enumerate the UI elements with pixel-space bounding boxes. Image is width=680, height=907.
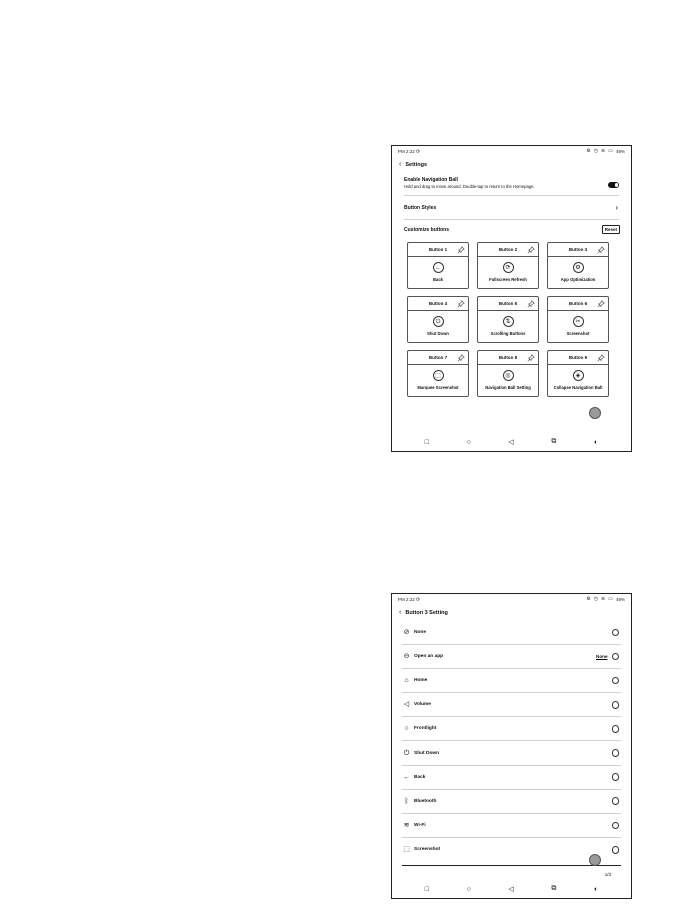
option-home[interactable] — [402, 669, 621, 693]
button-card-2[interactable] — [477, 242, 539, 289]
marquee-screenshot-icon: ⬚ — [433, 370, 444, 381]
navigation-ball-setting-icon: ◎ — [503, 370, 514, 381]
pin-icon[interactable] — [597, 246, 605, 254]
wifi-icon: ≋ — [403, 821, 410, 829]
button-card-label: Back — [432, 277, 443, 282]
app-optimization-icon: ⚙ — [573, 262, 584, 273]
chevron-right-icon: › — [615, 203, 618, 212]
button-card-label: Fullscreen Refresh — [489, 277, 527, 282]
sync-icon: ⟳ — [416, 148, 421, 155]
buttons-grid — [392, 238, 631, 397]
power-icon: ⏻ — [403, 749, 410, 757]
button-card-4[interactable] — [407, 296, 469, 343]
back-icon[interactable]: ◁ — [508, 886, 514, 893]
radio-button[interactable] — [612, 773, 620, 781]
button-card-label: App Optimization — [560, 277, 596, 282]
option-label: None — [414, 630, 426, 636]
button-card-name: Button 6 — [568, 301, 588, 306]
radio-button[interactable] — [612, 749, 620, 757]
settings-status-icon: ⚙ — [586, 148, 591, 154]
battery-icon: ▭ — [608, 148, 613, 154]
pin-icon[interactable] — [527, 300, 535, 308]
wifi-icon: ≋ — [601, 596, 606, 602]
customize-buttons-label: Customize buttons — [404, 226, 449, 233]
option-back[interactable] — [402, 766, 621, 790]
option-label: Home — [414, 678, 428, 684]
home-icon[interactable]: ○ — [466, 885, 471, 893]
back-chevron-icon[interactable]: ‹ — [399, 609, 402, 616]
option-none[interactable] — [402, 621, 621, 645]
screenshot-icon: ⬚ — [403, 846, 410, 854]
system-navbar — [392, 880, 631, 898]
radio-button[interactable] — [612, 629, 620, 637]
customize-buttons-header — [392, 221, 631, 238]
wifi-icon: ≋ — [601, 148, 606, 154]
navigation-ball[interactable] — [589, 854, 601, 866]
button-card-3[interactable] — [547, 242, 609, 289]
button-styles-row[interactable] — [392, 196, 631, 219]
option-label: Open an app — [414, 654, 444, 660]
enable-ball-description: Hold and drag to move around. Double-tap to return to the Homepage. — [404, 184, 535, 189]
header — [392, 157, 631, 172]
battery-percent: 49% — [615, 597, 625, 602]
radio-button[interactable] — [612, 822, 620, 830]
button-card-1[interactable] — [407, 242, 469, 289]
button-card-name: Button 3 — [568, 247, 588, 252]
option-label: Volume — [414, 702, 431, 708]
radio-button[interactable] — [612, 677, 620, 685]
open-app-icon: ⊝ — [403, 653, 410, 661]
enable-ball-toggle[interactable] — [608, 182, 619, 188]
volume-icon: ◁ — [403, 701, 410, 709]
button-card-label: Navigation Ball Setting — [485, 385, 531, 390]
battery-icon: ▭ — [608, 596, 613, 602]
button-card-name: Button 1 — [428, 247, 448, 252]
options-list — [392, 621, 631, 862]
page-title: Settings — [405, 161, 428, 168]
frontlight-icon: ○ — [404, 725, 409, 733]
multitask-icon[interactable]: ⧉ — [551, 438, 557, 445]
button-card-name: Button 9 — [568, 355, 588, 360]
recents-icon[interactable]: □ — [424, 438, 430, 446]
button-card-label: Marquee Screenshot — [417, 385, 459, 390]
scroll-icon: ⇅ — [503, 316, 514, 327]
status-time: PM 2:22 — [398, 596, 415, 602]
recents-icon[interactable]: □ — [424, 885, 430, 893]
option-open-app[interactable] — [402, 645, 621, 669]
refresh-mode-icon[interactable]: ◐ — [593, 885, 599, 893]
bluetooth-icon: ᛒ — [404, 797, 409, 805]
page-title: Button 3 Setting — [405, 609, 448, 616]
option-label: Frontlight — [414, 726, 437, 732]
option-wifi[interactable] — [402, 814, 621, 838]
power-icon: ⏻ — [433, 316, 444, 327]
radio-button[interactable] — [612, 846, 620, 854]
status-bar — [392, 146, 631, 157]
button-card-9[interactable] — [547, 350, 609, 397]
button-card-8[interactable] — [477, 350, 539, 397]
option-bluetooth[interactable] — [402, 790, 621, 814]
button-card-label: Screenshot — [566, 331, 590, 336]
pin-icon[interactable] — [597, 300, 605, 308]
button-card-name: Button 7 — [428, 355, 448, 360]
enable-navigation-ball-row[interactable] — [392, 172, 631, 195]
pin-icon[interactable] — [527, 354, 535, 362]
option-label: Shut Down — [414, 750, 440, 756]
pin-icon[interactable] — [457, 300, 465, 308]
reset-button[interactable]: Reset — [602, 225, 620, 234]
pin-icon[interactable] — [597, 354, 605, 362]
button-card-label: Shut Down — [427, 331, 449, 336]
button-card-name: Button 4 — [428, 301, 448, 306]
back-icon: ← — [433, 262, 444, 273]
radio-button[interactable] — [612, 797, 620, 805]
button-card-label: Collapse Navigation Ball — [553, 385, 603, 390]
divider — [404, 219, 619, 220]
back-icon[interactable]: ◁ — [508, 439, 514, 446]
option-label: Screenshot — [414, 847, 441, 853]
back-arrow-icon: ← — [403, 773, 410, 781]
option-label: Back — [414, 774, 426, 780]
clock-status-icon: ◷ — [593, 596, 599, 602]
pin-icon[interactable] — [457, 354, 465, 362]
button-card-7[interactable] — [407, 350, 469, 397]
button-card-6[interactable] — [547, 296, 609, 343]
option-shut-down[interactable] — [402, 741, 621, 765]
divider — [402, 865, 621, 866]
option-volume[interactable] — [402, 693, 621, 717]
option-frontlight[interactable] — [402, 717, 621, 741]
enable-ball-title: Enable Navigation Ball — [404, 177, 458, 183]
selected-app-link[interactable]: None — [596, 654, 608, 660]
radio-button[interactable] — [612, 701, 620, 709]
radio-button[interactable] — [612, 725, 620, 733]
collapse-icon: ◈ — [573, 370, 584, 381]
button-styles-label: Button Styles — [404, 204, 437, 211]
button-card-name: Button 5 — [498, 301, 518, 306]
system-navbar — [392, 433, 631, 451]
status-time: PM 2:22 — [398, 148, 415, 154]
battery-percent: 49% — [615, 149, 625, 154]
sync-icon: ⟳ — [416, 596, 421, 603]
option-label: Bluetooth — [414, 798, 437, 804]
status-bar — [392, 594, 631, 605]
screenshot-icon: ✂ — [573, 316, 584, 327]
back-chevron-icon[interactable]: ‹ — [399, 161, 402, 168]
navigation-ball[interactable] — [589, 407, 601, 419]
refresh-icon: ⟳ — [503, 262, 514, 273]
button-card-name: Button 8 — [498, 355, 518, 360]
prohibited-icon: ⊘ — [403, 629, 410, 637]
clock-status-icon: ◷ — [593, 148, 599, 154]
option-label: Wi-Fi — [414, 822, 426, 828]
multitask-icon[interactable]: ⧉ — [551, 885, 557, 892]
button-card-label: Scrolling Buttons — [490, 331, 526, 336]
pin-icon[interactable] — [457, 246, 465, 254]
button-card-name: Button 2 — [498, 247, 518, 252]
settings-status-icon: ⚙ — [586, 596, 591, 602]
home-icon: ⌂ — [404, 677, 409, 685]
settings-screen — [391, 145, 632, 452]
button-card-5[interactable] — [477, 296, 539, 343]
pin-icon[interactable] — [527, 246, 535, 254]
home-icon[interactable]: ○ — [466, 438, 471, 446]
header — [392, 605, 631, 620]
refresh-mode-icon[interactable]: ◐ — [593, 438, 599, 446]
radio-button[interactable] — [612, 653, 620, 661]
button-3-setting-screen — [391, 593, 632, 899]
page-indicator: 1/3 — [604, 872, 611, 877]
